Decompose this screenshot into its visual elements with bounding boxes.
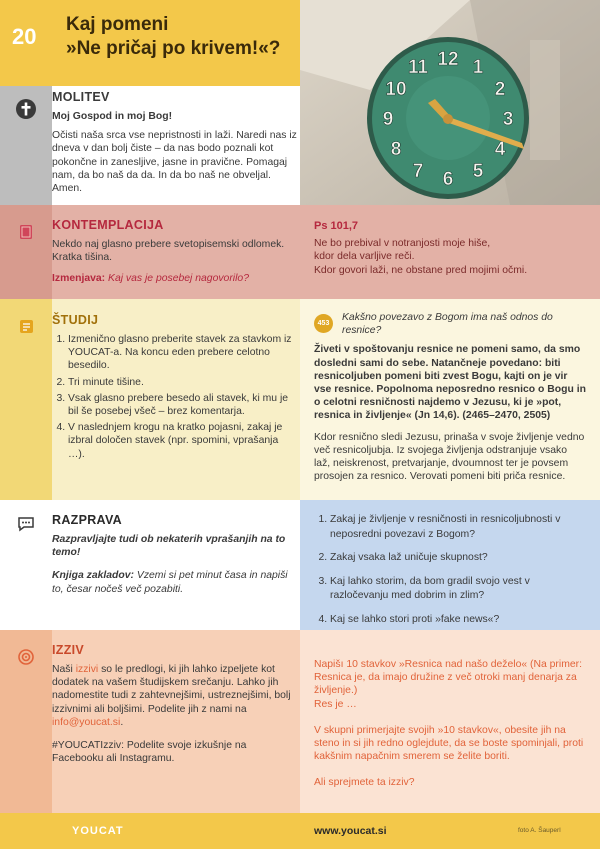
footer-brand: YOUCAT xyxy=(72,825,124,837)
clock-numeral: 9 xyxy=(382,109,394,130)
psalm-line3: Kdor govori laži, ne obstane pred mojimi očmi. xyxy=(314,264,528,276)
izmenjava-label: Izmenjava: xyxy=(52,273,106,285)
razprava-section xyxy=(0,500,600,630)
psalm-ref: Ps 101,7 xyxy=(314,220,359,232)
book-icon xyxy=(15,315,37,337)
izziv-left xyxy=(52,630,297,826)
clock-numeral: 11 xyxy=(407,57,429,78)
email-link[interactable]: info@youcat.si xyxy=(52,716,121,728)
email-dot: . xyxy=(120,716,124,728)
studij-left xyxy=(52,299,297,514)
izmenjava-text: Kaj vas je posebej nagovorilo? xyxy=(108,273,249,285)
clock-numeral: 6 xyxy=(442,169,454,190)
knjiga-text: Vzemi si pet minut časa in napiši to, česar nočeš več pozabiti. xyxy=(52,570,288,595)
razprava-questions xyxy=(316,513,586,627)
studij-title: ŠTUDIJ xyxy=(52,313,99,327)
izmenjava-line xyxy=(52,272,297,285)
clock-numeral: 2 xyxy=(494,79,506,100)
youcat-question-row xyxy=(314,311,586,337)
page-title xyxy=(66,13,280,61)
clock-numeral: 3 xyxy=(502,109,514,130)
studij-item-4: 4. V naslednjem krogu na kratko pojasni, zakaj je izbral določen stavek (npr. spomini, vprašanja …). xyxy=(68,421,297,461)
clock-numeral: 8 xyxy=(390,139,402,160)
molitev-content xyxy=(52,86,297,209)
page-title-line2: »Ne pričaj po krivem!«? xyxy=(66,38,281,59)
kontemplacija-text: Nekdo naj glasno prebere svetopisemski odlomek. Kratka tišina. xyxy=(52,239,285,264)
clock-numeral: 12 xyxy=(437,49,459,70)
izziv-text-pre: Naši xyxy=(52,664,76,675)
molitev-subtitle: Moj Gospod in moj Bog! xyxy=(52,111,173,122)
molitev-text: Očisti naša srca vse nepristnosti in laži. Naredi nas iz dneva v dan bolj čiste – da nas bodo poznali kot pokončne in zanesljive, jasne in pravične. Pomagaj nam, da bo naš da da. In da bo naš ne obveljal. Amen. xyxy=(52,130,297,195)
speech-bubble-icon xyxy=(15,513,37,535)
challenge-p1b: Res je … xyxy=(314,698,357,710)
psalm-line2: kdor dela varljive reči. xyxy=(314,251,415,263)
clock-numeral: 7 xyxy=(412,161,424,182)
studij-item-1: 1. Izmenično glasno preberite stavek za stavkom iz YOUCAT-a. Na koncu eden prebere celotno besedilo. xyxy=(68,333,297,373)
studij-section xyxy=(0,299,600,500)
kontemplacija-left xyxy=(52,205,297,312)
cross-icon xyxy=(15,98,37,120)
razprava-questions-panel xyxy=(300,500,600,630)
clock-numeral: 4 xyxy=(494,139,506,160)
izziv-title: IZZIV xyxy=(52,643,85,657)
psalm-line1: Ne bo prebival v notranjosti moje hiše, xyxy=(314,238,491,250)
bible-icon xyxy=(15,221,37,243)
izzivi-link[interactable]: izzivi xyxy=(75,664,99,675)
footer xyxy=(0,813,600,849)
page-title-line1: Kaj pomeni xyxy=(66,14,169,35)
youcat-number-badge: 453 xyxy=(314,314,333,333)
izziv-text xyxy=(52,663,297,729)
knjiga-line xyxy=(52,569,297,595)
challenge-p1: Napišı 10 stavkov »Resnica nad našo deželo« (Na primer: Resnica je, da imajo družine z več otroki manj denarja za življenje.) xyxy=(314,659,582,697)
youcat-answer-bold: Živeti v spoštovanju resnice ne pomeni samo, da smo dosledni sami do sebe. Natančneje povedano: biti resnicoljuben pomeni biti zvest Bogu, kajti on je vir vse resnice. Popolnoma neposredno resnico o Bogu in o celotni resničnosti najdemo v Jezusu, ki je »pot, resnica in življenje« (Jn 14,6). (2465–2470, 2505) xyxy=(314,344,586,422)
razprava-question-3: 3. Kaj lahko storim, da bom gradil svojo vest v razločevanju med dobrim in zlim? xyxy=(330,575,586,604)
psalm-panel xyxy=(300,205,600,299)
razprava-intro: Razpravljajte tudi ob nekaterih vprašanjih na to temo! xyxy=(52,534,286,559)
kontemplacija-title: KONTEMPLACIJA xyxy=(52,218,164,232)
knjiga-label: Knjiga zakladov: xyxy=(52,570,134,582)
youcat-answer-text: Kdor resnično sledi Jezusu, prinaša v svoje življenje vedno več resnicoljubja. Iz svojega življenja odstranjuje vsako laž, neiskrenost, pretvarjanje, dvoumnost ter je povsem prosojen za resnico. Verovati pomeni biti priča resnice. xyxy=(314,431,585,483)
clock-numeral: 5 xyxy=(472,161,484,182)
izziv-text-post: so le predlogi, ki jih lahko izpeljete kot dodatek na vašem študijskem srečanju. Lahko jih nadomestite tudi z zahtevnejšimi, ustreznejšimi, bolj izzivnimi ali boljšimi. Podelite jih z nami na xyxy=(52,664,291,715)
izziv-section xyxy=(0,630,600,813)
clock-numeral: 1 xyxy=(472,57,484,78)
molitev-section xyxy=(0,86,600,205)
footer-url[interactable]: www.youcat.si xyxy=(314,825,387,837)
challenge-p2: V skupni primerjajte svojih »10 stavkov«, obesite jih na steno in si jih redno oglejdute, da se boste spominjali, proti kakšnim napačnim smerem se želite boriti. xyxy=(314,724,584,763)
photo-credit: foto A. Šauperl xyxy=(518,827,561,834)
razprava-question-1: 1. Zakaj je življenje v resničnosti in resnicoljubnosti v neposredni povezavi z Bogom? xyxy=(330,513,586,542)
clock-numeral: 10 xyxy=(385,79,407,100)
kontemplacija-section xyxy=(0,205,600,299)
target-icon xyxy=(15,646,37,668)
razprava-left xyxy=(52,500,297,643)
molitev-title: MOLITEV xyxy=(52,90,110,104)
youcat-panel xyxy=(300,299,600,500)
izziv-challenge-panel xyxy=(300,630,600,813)
razprava-question-4: 4. Kaj se lahko stori proti »fake news«? xyxy=(330,613,586,628)
studij-list xyxy=(52,333,297,461)
studij-item-2: 2. Tri minute tišine. xyxy=(68,376,297,389)
youcat-question: Kakšno povezavo z Bogom ima naš odnos do resnice? xyxy=(342,312,553,337)
chapter-number: 20 xyxy=(12,24,37,49)
kontemplacija-side xyxy=(0,205,52,299)
razprava-title: RAZPRAVA xyxy=(52,513,122,527)
studij-item-3: 3. Vsak glasno prebere besedo ali stavek, ki mu je bil še posebej všeč – brez komentarja. xyxy=(68,392,297,418)
challenge-p3: Ali sprejmete ta izziv? xyxy=(314,777,415,789)
izziv-hashtag: #YOUCATIzziv: Podelite svoje izkušnje na Facebooku ali Instagramu. xyxy=(52,740,247,765)
razprava-question-2: 2. Zakaj vsaka laž uničuje skupnost? xyxy=(330,551,586,566)
